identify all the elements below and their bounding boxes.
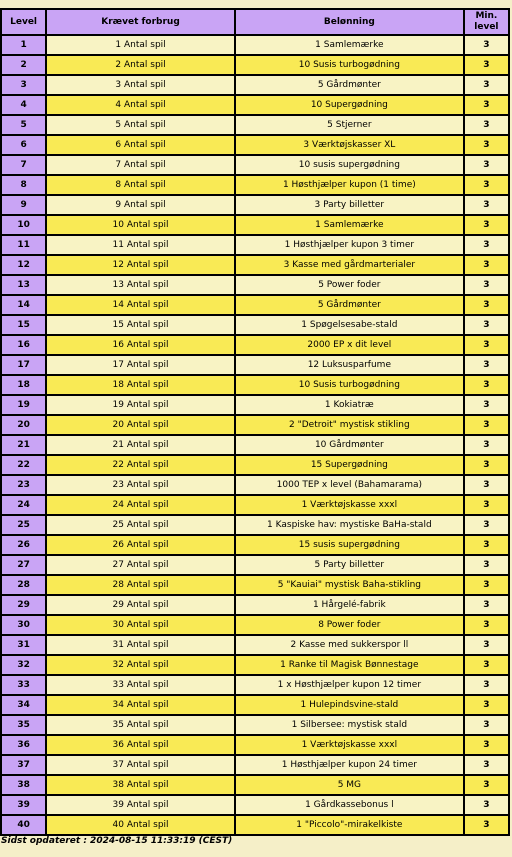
cell-min-level: 3 xyxy=(464,415,509,435)
cell-min-level: 3 xyxy=(464,35,509,55)
table-row xyxy=(1,555,509,575)
table-row xyxy=(1,735,509,755)
cell-level: 16 xyxy=(1,335,46,355)
cell-reward: 1000 TEP x level (Bahamarama) xyxy=(235,475,464,495)
cell-reward: 1 Samlemærke xyxy=(235,35,464,55)
cell-reward: 1 x Høsthjælper kupon 12 timer xyxy=(235,675,464,695)
cell-level: 19 xyxy=(1,395,46,415)
table-row xyxy=(1,395,509,415)
cell-reward: 1 Værktøjskasse xxxl xyxy=(235,495,464,515)
cell-min-level: 3 xyxy=(464,735,509,755)
table-row xyxy=(1,135,509,155)
cell-level: 20 xyxy=(1,415,46,435)
cell-required-usage: 38 Antal spil xyxy=(46,775,235,795)
cell-min-level: 3 xyxy=(464,175,509,195)
table-row xyxy=(1,295,509,315)
cell-required-usage: 1 Antal spil xyxy=(46,35,235,55)
cell-required-usage: 26 Antal spil xyxy=(46,535,235,555)
table-row xyxy=(1,155,509,175)
cell-required-usage: 12 Antal spil xyxy=(46,255,235,275)
cell-level: 2 xyxy=(1,55,46,75)
header-reward: Belønning xyxy=(235,9,464,35)
table-row xyxy=(1,675,509,695)
cell-level: 15 xyxy=(1,315,46,335)
cell-required-usage: 17 Antal spil xyxy=(46,355,235,375)
table-row xyxy=(1,695,509,715)
cell-min-level: 3 xyxy=(464,615,509,635)
cell-level: 1 xyxy=(1,35,46,55)
cell-reward: 1 Høsthjælper kupon 3 timer xyxy=(235,235,464,255)
cell-reward: 12 Luksusparfume xyxy=(235,355,464,375)
cell-level: 14 xyxy=(1,295,46,315)
table-row xyxy=(1,335,509,355)
cell-required-usage: 32 Antal spil xyxy=(46,655,235,675)
cell-reward: 5 "Kauiai" mystisk Baha-stikling xyxy=(235,575,464,595)
cell-level: 9 xyxy=(1,195,46,215)
cell-level: 27 xyxy=(1,555,46,575)
table-row xyxy=(1,275,509,295)
cell-min-level: 3 xyxy=(464,435,509,455)
table-row xyxy=(1,415,509,435)
cell-min-level: 3 xyxy=(464,715,509,735)
cell-reward: 5 MG xyxy=(235,775,464,795)
cell-required-usage: 8 Antal spil xyxy=(46,175,235,195)
cell-level: 37 xyxy=(1,755,46,775)
cell-reward: 1 Hulepindsvine-stald xyxy=(235,695,464,715)
cell-level: 3 xyxy=(1,75,46,95)
table-row xyxy=(1,435,509,455)
table-row xyxy=(1,755,509,775)
cell-min-level: 3 xyxy=(464,675,509,695)
cell-reward: 10 Supergødning xyxy=(235,95,464,115)
table-body xyxy=(1,35,509,835)
header-min-level-line2: level xyxy=(474,22,499,32)
table-row xyxy=(1,255,509,275)
cell-reward: 1 Ranke til Magisk Bønnestage xyxy=(235,655,464,675)
cell-reward: 1 Høsthjælper kupon (1 time) xyxy=(235,175,464,195)
table-row xyxy=(1,55,509,75)
cell-level: 34 xyxy=(1,695,46,715)
cell-min-level: 3 xyxy=(464,155,509,175)
cell-reward: 8 Power foder xyxy=(235,615,464,635)
header-level: Level xyxy=(1,9,46,35)
cell-reward: 5 Gårdmønter xyxy=(235,295,464,315)
header-min-level-line1: Min. xyxy=(475,11,498,21)
cell-min-level: 3 xyxy=(464,195,509,215)
table-row xyxy=(1,115,509,135)
cell-level: 22 xyxy=(1,455,46,475)
table-row xyxy=(1,775,509,795)
cell-required-usage: 23 Antal spil xyxy=(46,475,235,495)
cell-required-usage: 25 Antal spil xyxy=(46,515,235,535)
table-row xyxy=(1,515,509,535)
cell-reward: 3 Kasse med gårdmarterialer xyxy=(235,255,464,275)
cell-required-usage: 30 Antal spil xyxy=(46,615,235,635)
header-min-level xyxy=(464,9,509,35)
cell-required-usage: 16 Antal spil xyxy=(46,335,235,355)
cell-reward: 1 "Piccolo"-mirakelkiste xyxy=(235,815,464,835)
table-row xyxy=(1,455,509,475)
cell-reward: 5 Power foder xyxy=(235,275,464,295)
table-row xyxy=(1,95,509,115)
cell-min-level: 3 xyxy=(464,455,509,475)
table-row xyxy=(1,355,509,375)
cell-min-level: 3 xyxy=(464,515,509,535)
cell-required-usage: 34 Antal spil xyxy=(46,695,235,715)
table-row xyxy=(1,175,509,195)
table-header-row xyxy=(1,9,509,35)
table-row xyxy=(1,315,509,335)
cell-min-level: 3 xyxy=(464,215,509,235)
cell-required-usage: 9 Antal spil xyxy=(46,195,235,215)
cell-min-level: 3 xyxy=(464,775,509,795)
table-row xyxy=(1,575,509,595)
cell-level: 38 xyxy=(1,775,46,795)
cell-reward: 3 Party billetter xyxy=(235,195,464,215)
cell-required-usage: 10 Antal spil xyxy=(46,215,235,235)
cell-min-level: 3 xyxy=(464,295,509,315)
cell-required-usage: 39 Antal spil xyxy=(46,795,235,815)
cell-reward: 15 Supergødning xyxy=(235,455,464,475)
cell-level: 26 xyxy=(1,535,46,555)
cell-level: 7 xyxy=(1,155,46,175)
cell-reward: 1 Kaspiske hav: mystiske BaHa-stald xyxy=(235,515,464,535)
cell-level: 28 xyxy=(1,575,46,595)
table-row xyxy=(1,635,509,655)
cell-min-level: 3 xyxy=(464,75,509,95)
cell-min-level: 3 xyxy=(464,235,509,255)
cell-required-usage: 3 Antal spil xyxy=(46,75,235,95)
cell-required-usage: 31 Antal spil xyxy=(46,635,235,655)
cell-reward: 10 Susis turbogødning xyxy=(235,55,464,75)
table-row xyxy=(1,475,509,495)
cell-reward: 15 susis supergødning xyxy=(235,535,464,555)
cell-required-usage: 27 Antal spil xyxy=(46,555,235,575)
cell-min-level: 3 xyxy=(464,395,509,415)
table-row xyxy=(1,375,509,395)
cell-reward: 10 Gårdmønter xyxy=(235,435,464,455)
cell-level: 25 xyxy=(1,515,46,535)
cell-min-level: 3 xyxy=(464,495,509,515)
cell-level: 39 xyxy=(1,795,46,815)
cell-reward: 5 Gårdmønter xyxy=(235,75,464,95)
cell-required-usage: 20 Antal spil xyxy=(46,415,235,435)
cell-min-level: 3 xyxy=(464,335,509,355)
cell-level: 33 xyxy=(1,675,46,695)
cell-level: 10 xyxy=(1,215,46,235)
cell-required-usage: 33 Antal spil xyxy=(46,675,235,695)
table-row xyxy=(1,75,509,95)
cell-level: 35 xyxy=(1,715,46,735)
table-row xyxy=(1,195,509,215)
last-updated-text: Sidst opdateret : 2024-08-15 11:33:19 (CEST) xyxy=(1,836,233,846)
cell-required-usage: 7 Antal spil xyxy=(46,155,235,175)
table-row xyxy=(1,535,509,555)
cell-min-level: 3 xyxy=(464,795,509,815)
cell-reward: 1 Gårdkassebonus l xyxy=(235,795,464,815)
cell-level: 21 xyxy=(1,435,46,455)
cell-min-level: 3 xyxy=(464,695,509,715)
cell-required-usage: 6 Antal spil xyxy=(46,135,235,155)
cell-reward: 1 Værktøjskasse xxxl xyxy=(235,735,464,755)
cell-level: 18 xyxy=(1,375,46,395)
cell-reward: 3 Værktøjskasser XL xyxy=(235,135,464,155)
cell-level: 23 xyxy=(1,475,46,495)
cell-level: 32 xyxy=(1,655,46,675)
cell-required-usage: 22 Antal spil xyxy=(46,455,235,475)
cell-required-usage: 37 Antal spil xyxy=(46,755,235,775)
cell-level: 24 xyxy=(1,495,46,515)
table-row xyxy=(1,795,509,815)
cell-required-usage: 19 Antal spil xyxy=(46,395,235,415)
cell-reward: 2 Kasse med sukkerspor ll xyxy=(235,635,464,655)
cell-reward: 5 Stjerner xyxy=(235,115,464,135)
cell-min-level: 3 xyxy=(464,815,509,835)
cell-required-usage: 14 Antal spil xyxy=(46,295,235,315)
cell-min-level: 3 xyxy=(464,375,509,395)
cell-level: 36 xyxy=(1,735,46,755)
table-row xyxy=(1,235,509,255)
cell-level: 31 xyxy=(1,635,46,655)
cell-min-level: 3 xyxy=(464,135,509,155)
cell-level: 8 xyxy=(1,175,46,195)
cell-min-level: 3 xyxy=(464,575,509,595)
cell-min-level: 3 xyxy=(464,255,509,275)
cell-reward: 1 Spøgelsesabe-stald xyxy=(235,315,464,335)
cell-min-level: 3 xyxy=(464,535,509,555)
cell-min-level: 3 xyxy=(464,55,509,75)
cell-min-level: 3 xyxy=(464,635,509,655)
cell-level: 30 xyxy=(1,615,46,635)
cell-reward: 1 Kokiatræ xyxy=(235,395,464,415)
cell-required-usage: 35 Antal spil xyxy=(46,715,235,735)
cell-min-level: 3 xyxy=(464,95,509,115)
cell-reward: 1 Hårgelé-fabrik xyxy=(235,595,464,615)
cell-level: 12 xyxy=(1,255,46,275)
cell-required-usage: 11 Antal spil xyxy=(46,235,235,255)
table-row xyxy=(1,655,509,675)
cell-level: 6 xyxy=(1,135,46,155)
table-row xyxy=(1,35,509,55)
cell-reward: 1 Samlemærke xyxy=(235,215,464,235)
cell-level: 11 xyxy=(1,235,46,255)
cell-min-level: 3 xyxy=(464,275,509,295)
cell-reward: 2 "Detroit" mystisk stikling xyxy=(235,415,464,435)
rewards-table xyxy=(0,8,510,836)
cell-level: 4 xyxy=(1,95,46,115)
cell-level: 40 xyxy=(1,815,46,835)
cell-level: 17 xyxy=(1,355,46,375)
table-row xyxy=(1,215,509,235)
cell-min-level: 3 xyxy=(464,355,509,375)
table-row xyxy=(1,595,509,615)
cell-reward: 1 Høsthjælper kupon 24 timer xyxy=(235,755,464,775)
cell-reward: 5 Party billetter xyxy=(235,555,464,575)
cell-required-usage: 2 Antal spil xyxy=(46,55,235,75)
cell-required-usage: 24 Antal spil xyxy=(46,495,235,515)
cell-reward: 2000 EP x dit level xyxy=(235,335,464,355)
cell-required-usage: 15 Antal spil xyxy=(46,315,235,335)
cell-required-usage: 40 Antal spil xyxy=(46,815,235,835)
cell-reward: 1 Silbersee: mystisk stald xyxy=(235,715,464,735)
table-row xyxy=(1,615,509,635)
cell-reward: 10 Susis turbogødning xyxy=(235,375,464,395)
cell-required-usage: 4 Antal spil xyxy=(46,95,235,115)
table-row xyxy=(1,495,509,515)
cell-min-level: 3 xyxy=(464,475,509,495)
cell-reward: 10 susis supergødning xyxy=(235,155,464,175)
cell-required-usage: 21 Antal spil xyxy=(46,435,235,455)
cell-min-level: 3 xyxy=(464,115,509,135)
cell-min-level: 3 xyxy=(464,655,509,675)
cell-required-usage: 29 Antal spil xyxy=(46,595,235,615)
rewards-table-container xyxy=(0,8,510,836)
table-row xyxy=(1,815,509,835)
cell-min-level: 3 xyxy=(464,555,509,575)
cell-min-level: 3 xyxy=(464,595,509,615)
cell-required-usage: 36 Antal spil xyxy=(46,735,235,755)
cell-required-usage: 5 Antal spil xyxy=(46,115,235,135)
cell-min-level: 3 xyxy=(464,755,509,775)
cell-level: 13 xyxy=(1,275,46,295)
table-row xyxy=(1,715,509,735)
cell-min-level: 3 xyxy=(464,315,509,335)
cell-level: 5 xyxy=(1,115,46,135)
cell-required-usage: 18 Antal spil xyxy=(46,375,235,395)
cell-level: 29 xyxy=(1,595,46,615)
cell-required-usage: 28 Antal spil xyxy=(46,575,235,595)
cell-required-usage: 13 Antal spil xyxy=(46,275,235,295)
header-required-usage: Krævet forbrug xyxy=(46,9,235,35)
